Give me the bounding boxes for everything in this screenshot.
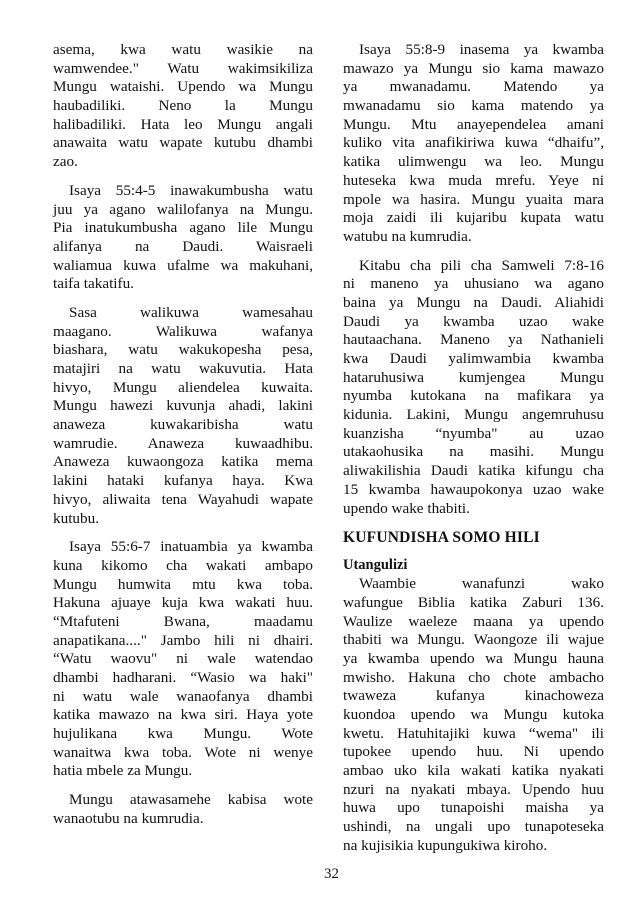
text-line: ya kwamba upendo wa Mungu hauna xyxy=(343,649,604,667)
text-line: aliwakilishia Daudi katika kifungu cha xyxy=(343,462,604,480)
text-line: Waulize waeleze maana ya upendo xyxy=(343,612,604,630)
text-line: mwanadamu sio kama matendo ya xyxy=(343,97,604,115)
right-column-body-before-heading xyxy=(343,41,604,518)
section-subheading: Utangulizi xyxy=(343,557,408,574)
text-line: thabiti wa Mungu. Waongoze ili wajue xyxy=(343,631,604,649)
text-line: ni watu wale wanaofanya dhambi xyxy=(53,687,313,705)
text-line: watubu na kumrudia. xyxy=(343,227,472,245)
text-line: kuna kikomo cha wakati ambapo xyxy=(53,556,313,574)
text-line: Sasa walikuwa wamesahau xyxy=(69,303,313,321)
text-line: haubadiliki. Neno la Mungu xyxy=(53,97,313,115)
text-line: kuanzisha “nyumba" au uzao xyxy=(343,424,604,442)
text-line: mawazo ya Mungu sio kama mawazo xyxy=(343,59,604,77)
text-line: asema, kwa watu wasikie na xyxy=(53,41,313,58)
text-line: Kitabu cha pili cha Samweli 7:8-16 xyxy=(359,256,604,274)
text-line: Mungu wataishi. Upendo wa Mungu xyxy=(53,78,313,96)
text-line: wafungue Biblia katika Zaburi 136. xyxy=(343,593,604,611)
text-line: Mungu hawezi kuvunja ahadi, lakini xyxy=(53,397,313,415)
paragraph xyxy=(343,575,604,855)
text-line: hatia mbele za Mungu. xyxy=(53,762,193,780)
text-line: kwa Daudi yalimwambia kwamba xyxy=(343,350,604,367)
text-line: mwisho. Hakuna cho chote ambacho xyxy=(343,668,604,686)
text-line: ushindi, na ungali upo tunapoteseka xyxy=(343,818,604,836)
text-line: alifanya na Daudi. Waisraeli xyxy=(53,237,313,255)
text-line: Anaweza kuwaongoza katika mema xyxy=(53,453,313,471)
paragraph xyxy=(53,791,313,828)
text-line: katika mawazo na kwa siri. Haya yote xyxy=(53,706,313,724)
text-line: Mungu. Mtu anayependelea amani xyxy=(343,115,604,133)
text-line: ya mwanadamu. Matendo ya xyxy=(343,78,604,96)
text-line: biashara, watu wakukopesha pesa, xyxy=(53,341,313,359)
text-line: juu ya agano walilofanya na Mungu. xyxy=(53,200,313,218)
text-line: halibadiliki. Hata leo Mungu angali xyxy=(53,115,313,133)
text-line: anawaita watu wapate kutubu dhambi xyxy=(53,134,313,152)
paragraph xyxy=(343,41,604,247)
text-line: anapatikana...." Jambo hili ni dhairi. xyxy=(53,631,313,649)
text-line: hataruhusiwa kumjengea Mungu xyxy=(343,368,604,386)
text-line: “Watu waovu" ni wale watendao xyxy=(53,650,313,668)
text-line: dhambi hadharani. “Wasio wa haki" xyxy=(53,669,313,686)
text-line: 15 kwamba hawaupokonya uzao wake xyxy=(343,480,604,498)
text-line: Waambie wanafunzi wako xyxy=(359,575,604,593)
paragraph xyxy=(53,304,313,528)
right-column xyxy=(343,41,604,866)
text-line: nyumba kutokana na mafikara ya xyxy=(343,387,604,405)
text-line: moja zaidi ili kujaribu kupata watu xyxy=(343,209,604,227)
page-number: 32 xyxy=(324,866,339,882)
text-line: hivyo, aliwaita tena Wayahudi wapate xyxy=(53,490,313,508)
text-line: kutubu. xyxy=(53,509,99,527)
text-line: kuondoa upendo wa Mungu kutoka xyxy=(343,706,604,723)
text-line: tupokee upendo huu. Ni upendo xyxy=(343,743,604,761)
text-line: na kujisikia kupungukiwa kiroho. xyxy=(343,836,548,854)
text-line: katika ulimwengu wa leo. Mungu xyxy=(343,153,604,171)
text-line: hujulikana kwa Mungu. Wote xyxy=(53,725,313,743)
text-line: twaweza kufanya kinachoweza xyxy=(343,687,604,705)
text-line: matajiri na watu wakuvutia. Hata xyxy=(53,360,313,377)
text-line: hivyo, Mungu aliendelea kuwaita. xyxy=(53,378,313,396)
text-line: baina ya Mungu na Daudi. Aliahidi xyxy=(343,293,604,311)
text-line: kuliko vita anafikiriwa kuwa “dhaifu”, xyxy=(343,134,604,152)
text-line: kwetu. Hatuhitajiki kuwa “wema" ili xyxy=(343,724,604,742)
paragraph xyxy=(343,257,604,519)
paragraph xyxy=(53,41,313,172)
text-line: Mungu humwita mtu kwa toba. xyxy=(53,575,313,593)
text-line: maagano. Walikuwa wafanya xyxy=(53,322,313,340)
text-line: wamwendee." Watu wakimsikiliza xyxy=(53,59,313,77)
text-line: mpole wa hasira. Mungu yuaita mara xyxy=(343,190,604,208)
text-line: lakini hataki kufanya haya. Kwa xyxy=(53,472,313,490)
text-line: Hakuna ajuaye kuja kwa wakati huu. xyxy=(53,594,313,612)
text-line: huteseka kwa muda mrefu. Yeye ni xyxy=(343,171,604,189)
right-column-body-after-heading xyxy=(343,575,604,855)
section-heading: KUFUNDISHA SOMO HILI xyxy=(343,529,540,547)
text-line: hautaachana. Maneno ya Nathanieli xyxy=(343,331,604,349)
text-line: utakaohusika na masihi. Mungu xyxy=(343,443,604,461)
text-line: wanaitwa kwa toba. Wote ni wenye xyxy=(53,743,313,761)
text-line: ni maneno ya uhusiano wa agano xyxy=(343,275,604,293)
text-line: ambao uko kila wakati katika nyakati xyxy=(343,762,604,780)
text-line: Isaya 55:6-7 inatuambia ya kwamba xyxy=(69,538,313,556)
text-line: kidunia. Lakini, Mungu angemruhusu xyxy=(343,406,604,424)
text-line: huwa upo tunapoishi maisha ya xyxy=(343,799,604,817)
text-line: nzuri na nyakati mbaya. Upendo huu xyxy=(343,780,604,798)
text-line: Daudi ya kwamba uzao wake xyxy=(343,312,604,330)
text-line: Isaya 55:8-9 inasema ya kwamba xyxy=(359,41,604,58)
paragraph xyxy=(53,538,313,781)
left-column xyxy=(53,41,313,839)
text-line: zao. xyxy=(53,153,78,171)
text-line: waliamua kuwa ufalme wa makuhani, xyxy=(53,256,313,274)
text-line: Mungu atawasamehe kabisa wote xyxy=(69,791,313,809)
text-line: wamrudie. Anaweza kuwaadhibu. xyxy=(53,434,313,452)
paragraph xyxy=(53,182,313,294)
text-line: “Mtafuteni Bwana, maadamu xyxy=(53,612,313,630)
text-line: anaweza kuwakaribisha watu xyxy=(53,416,313,434)
text-line: Pia inatukumbusha agano lile Mungu xyxy=(53,219,313,237)
text-line: upendo wake thabiti. xyxy=(343,499,470,517)
text-line: wanaotubu na kumrudia. xyxy=(53,809,204,827)
text-line: Isaya 55:4-5 inawakumbusha watu xyxy=(69,181,313,199)
text-line: taifa takatifu. xyxy=(53,275,134,293)
